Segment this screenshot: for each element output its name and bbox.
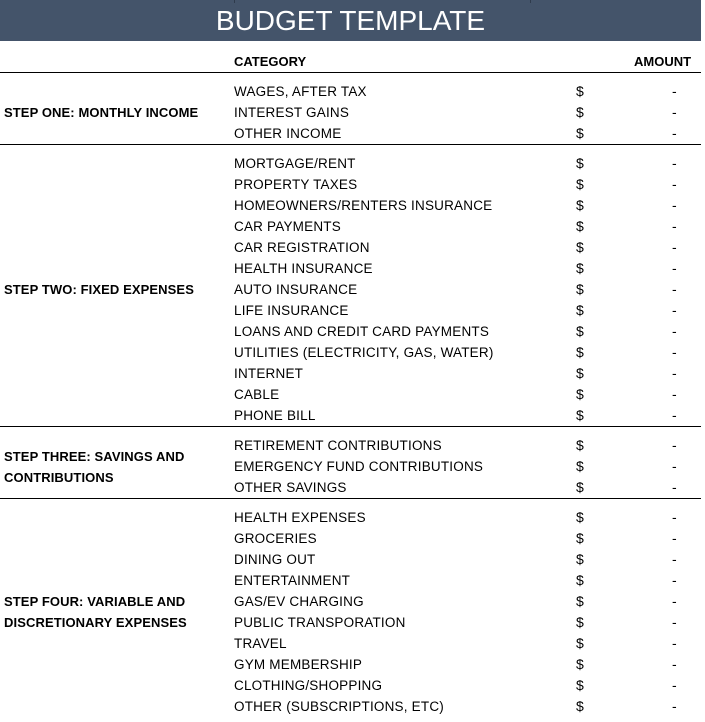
currency-symbol: $ — [576, 656, 584, 672]
amount-cell[interactable]: - — [672, 260, 677, 276]
currency-symbol: $ — [576, 509, 584, 525]
currency-symbol: $ — [576, 677, 584, 693]
category-cell[interactable]: INTEREST GAINS — [234, 105, 350, 120]
section-divider — [0, 426, 701, 427]
currency-symbol: $ — [576, 635, 584, 651]
currency-symbol: $ — [576, 344, 584, 360]
category-cell[interactable]: WAGES, AFTER TAX — [234, 84, 367, 99]
category-cell[interactable]: MORTGAGE/RENT — [234, 156, 356, 171]
section-divider — [0, 72, 701, 73]
currency-symbol: $ — [576, 104, 584, 120]
amount-cell[interactable]: - — [672, 593, 677, 609]
amount-cell[interactable]: - — [672, 323, 677, 339]
page-title: BUDGET TEMPLATE — [215, 5, 486, 36]
currency-symbol: $ — [576, 83, 584, 99]
category-cell[interactable]: CLOTHING/SHOPPING — [234, 678, 383, 693]
category-cell[interactable]: HEALTH INSURANCE — [234, 261, 373, 276]
amount-cell[interactable]: - — [672, 551, 677, 567]
category-cell[interactable]: PUBLIC TRANSPORATION — [234, 615, 406, 630]
currency-symbol: $ — [576, 239, 584, 255]
amount-cell[interactable]: - — [672, 365, 677, 381]
category-cell[interactable]: HEALTH EXPENSES — [234, 510, 366, 525]
currency-symbol: $ — [576, 365, 584, 381]
amount-cell[interactable]: - — [672, 572, 677, 588]
category-cell[interactable]: CABLE — [234, 387, 280, 402]
category-cell[interactable]: HOMEOWNERS/RENTERS INSURANCE — [234, 198, 493, 213]
amount-cell[interactable]: - — [672, 386, 677, 402]
category-cell[interactable]: AUTO INSURANCE — [234, 282, 358, 297]
currency-symbol: $ — [576, 407, 584, 423]
category-cell[interactable]: CAR PAYMENTS — [234, 219, 341, 234]
category-cell[interactable]: OTHER SAVINGS — [234, 480, 347, 495]
title-bar — [0, 0, 701, 41]
amount-cell[interactable]: - — [672, 530, 677, 546]
category-cell[interactable]: RETIREMENT CONTRIBUTIONS — [234, 438, 442, 453]
category-cell[interactable]: LOANS AND CREDIT CARD PAYMENTS — [234, 324, 490, 339]
currency-symbol: $ — [576, 260, 584, 276]
amount-cell[interactable]: - — [672, 239, 677, 255]
section-divider — [0, 144, 701, 145]
amount-cell[interactable]: - — [672, 302, 677, 318]
category-cell[interactable]: UTILITIES (ELECTRICITY, GAS, WATER) — [234, 345, 494, 360]
currency-symbol: $ — [576, 155, 584, 171]
amount-cell[interactable]: - — [672, 176, 677, 192]
amount-cell[interactable]: - — [672, 155, 677, 171]
amount-cell[interactable]: - — [672, 407, 677, 423]
category-cell[interactable]: ENTERTAINMENT — [234, 573, 351, 588]
currency-symbol: $ — [576, 593, 584, 609]
category-cell[interactable]: GAS/EV CHARGING — [234, 594, 364, 609]
category-cell[interactable]: OTHER (SUBSCRIPTIONS, ETC) — [234, 699, 444, 714]
section-label: STEP TWO: FIXED EXPENSES — [4, 282, 194, 297]
amount-cell[interactable]: - — [672, 83, 677, 99]
currency-symbol: $ — [576, 698, 584, 714]
category-cell[interactable]: PROPERTY TAXES — [234, 177, 358, 192]
currency-symbol: $ — [576, 437, 584, 453]
amount-cell[interactable]: - — [672, 656, 677, 672]
section-divider — [0, 498, 701, 499]
section-label: STEP THREE: SAVINGS AND CONTRIBUTIONS — [4, 448, 185, 485]
amount-cell[interactable]: - — [672, 458, 677, 474]
cell-divider — [530, 0, 531, 3]
amount-cell[interactable]: - — [672, 635, 677, 651]
amount-header: AMOUNT — [634, 54, 692, 69]
cell-divider — [234, 0, 235, 3]
currency-symbol: $ — [576, 458, 584, 474]
currency-symbol: $ — [576, 551, 584, 567]
amount-cell[interactable]: - — [672, 218, 677, 234]
currency-symbol: $ — [576, 386, 584, 402]
amount-cell[interactable]: - — [672, 509, 677, 525]
category-cell[interactable]: EMERGENCY FUND CONTRIBUTIONS — [234, 459, 484, 474]
currency-symbol: $ — [576, 176, 584, 192]
amount-cell[interactable]: - — [672, 614, 677, 630]
amount-cell[interactable]: - — [672, 437, 677, 453]
currency-symbol: $ — [576, 125, 584, 141]
currency-symbol: $ — [576, 197, 584, 213]
category-cell[interactable]: LIFE INSURANCE — [234, 303, 349, 318]
section-label: STEP FOUR: VARIABLE AND DISCRETIONARY EXPENSES — [4, 594, 187, 630]
amount-cell[interactable]: - — [672, 479, 677, 495]
category-cell[interactable]: DINING OUT — [234, 552, 316, 567]
currency-symbol: $ — [576, 281, 584, 297]
amount-cell[interactable]: - — [672, 698, 677, 714]
category-cell[interactable]: TRAVEL — [234, 636, 287, 651]
category-cell[interactable]: PHONE BILL — [234, 408, 316, 423]
category-cell[interactable]: OTHER INCOME — [234, 126, 342, 141]
currency-symbol: $ — [576, 479, 584, 495]
currency-symbol: $ — [576, 218, 584, 234]
currency-symbol: $ — [576, 323, 584, 339]
currency-symbol: $ — [576, 530, 584, 546]
currency-symbol: $ — [576, 614, 584, 630]
amount-cell[interactable]: - — [672, 281, 677, 297]
section-label: STEP ONE: MONTHLY INCOME — [4, 105, 199, 120]
amount-cell[interactable]: - — [672, 197, 677, 213]
category-cell[interactable]: GYM MEMBERSHIP — [234, 657, 363, 672]
category-cell[interactable]: GROCERIES — [234, 531, 317, 546]
currency-symbol: $ — [576, 302, 584, 318]
category-header: CATEGORY — [234, 54, 307, 69]
currency-symbol: $ — [576, 572, 584, 588]
amount-cell[interactable]: - — [672, 104, 677, 120]
amount-cell[interactable]: - — [672, 677, 677, 693]
category-cell[interactable]: CAR REGISTRATION — [234, 240, 370, 255]
amount-cell[interactable]: - — [672, 125, 677, 141]
amount-cell[interactable]: - — [672, 344, 677, 360]
category-cell[interactable]: INTERNET — [234, 366, 304, 381]
